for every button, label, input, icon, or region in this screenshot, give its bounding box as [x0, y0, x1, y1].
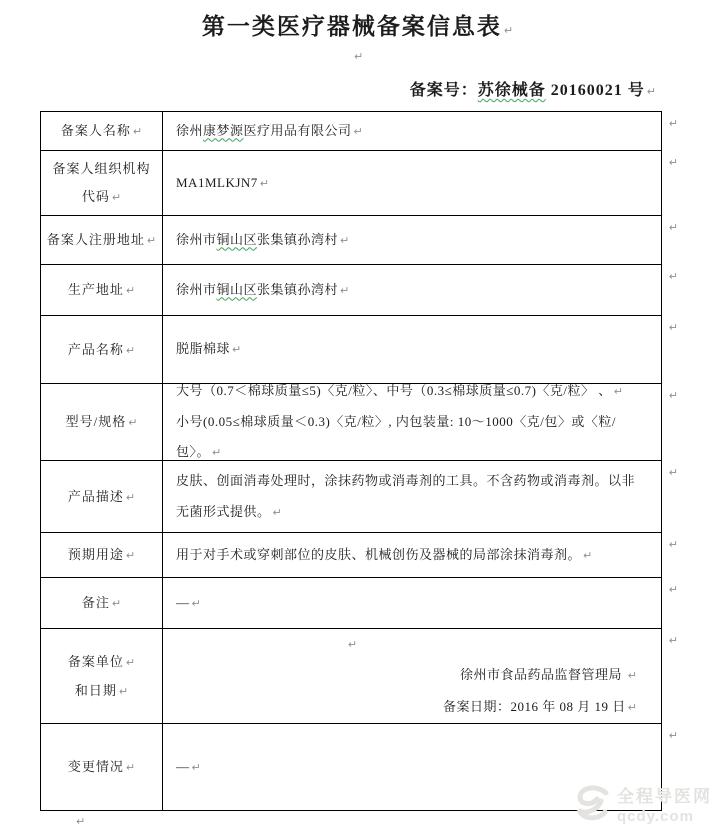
- paragraph-mark-icon: ↵: [76, 815, 86, 828]
- paragraph-mark-icon: ↵: [232, 343, 242, 356]
- paragraph-mark-icon: ↵: [111, 191, 122, 204]
- watermark-site-url: qcdy.com: [617, 807, 694, 825]
- row-value-text: 张集镇孙湾村: [257, 281, 339, 297]
- paragraph-mark-icon: ↵: [146, 234, 157, 247]
- row-label-text: 生产地址: [67, 282, 124, 297]
- row-value: [163, 216, 661, 264]
- row-label: [41, 533, 163, 577]
- row-value-text: 张集镇孙湾村: [257, 231, 339, 247]
- row-value-text: 皮肤、创面消毒处理时，涂抹药物或消毒剂的工具。不含药物或消毒剂。以非无菌形式提供。: [176, 473, 636, 519]
- row-end-mark-icon: ↵: [668, 117, 678, 130]
- row-label: [41, 265, 163, 315]
- table-row-remarks: [41, 577, 678, 628]
- row-value-text: —: [176, 594, 190, 610]
- paragraph-mark-icon: ↵: [125, 284, 136, 297]
- row-value-text: 徐州: [176, 122, 204, 138]
- row-end-mark-icon: ↵: [668, 538, 678, 551]
- paragraph-mark-icon: ↵: [340, 233, 350, 247]
- row-value-text: 用于对手术或穿刺部位的皮肤、机械创伤及器械的局部涂抹消毒剂。: [176, 546, 582, 562]
- row-value-text: 医疗用品有限公司: [243, 122, 352, 138]
- row-value-wavy: 铜山区: [216, 281, 258, 297]
- paragraph-mark-icon: ↵: [347, 637, 358, 651]
- filing-number-wavy: 苏徐械备: [477, 82, 546, 99]
- row-value: [163, 151, 661, 215]
- row-label-text: 预期用途: [67, 547, 124, 562]
- paragraph-mark-icon: ↵: [125, 490, 136, 504]
- table-row-filer-name: [41, 112, 678, 150]
- paragraph-mark-icon: ↵: [191, 760, 201, 774]
- row-label: [41, 629, 163, 723]
- line-break-mark-icon: ↵: [613, 385, 624, 398]
- filing-number-rest: 20160021 号: [545, 82, 645, 99]
- paragraph-mark-icon: ↵: [354, 50, 364, 63]
- row-value: [163, 578, 661, 628]
- table-row-registered-address: [41, 215, 678, 264]
- paragraph-mark-icon: ↵: [125, 761, 136, 774]
- row-value: [163, 533, 661, 577]
- filing-authority-text: 徐州市食品药品监督管理局: [460, 666, 626, 682]
- row-label: [41, 316, 163, 383]
- paragraph-mark-icon: ↵: [111, 597, 122, 610]
- row-label-text: 代码: [81, 189, 110, 204]
- paragraph-mark-icon: ↵: [646, 85, 656, 98]
- row-value-text: 脱脂棉球: [176, 341, 231, 356]
- filing-date-text: 备案日期：2016 年 08 月 19 日: [443, 698, 626, 714]
- row-value-text: 徐州市: [176, 231, 217, 247]
- row-end-mark-icon: ↵: [668, 221, 678, 234]
- row-label-text: 备案人注册地址: [46, 232, 145, 247]
- row-end-mark-icon: ↵: [668, 156, 678, 169]
- table-row-production-address: [41, 264, 678, 315]
- row-end-mark-icon: ↵: [668, 583, 678, 596]
- table-row-filing-authority-date: [41, 628, 678, 723]
- row-label: [41, 112, 163, 150]
- row-value-text: 大号（0.7＜棉球质量≤5)〈克/粒〉、中号（0.3≤棉球质量≤0.7)〈克/粒〉 、: [176, 383, 612, 398]
- table-row-model-spec: [41, 383, 678, 460]
- page-title-text: 第一类医疗器械备案信息表: [201, 14, 502, 39]
- qcdy-logo-icon: [572, 784, 614, 829]
- row-label-text: 备注: [81, 595, 110, 610]
- paragraph-mark-icon: ↵: [503, 24, 514, 37]
- row-label: [41, 724, 163, 810]
- row-value: [163, 461, 661, 532]
- row-end-mark-icon: ↵: [668, 389, 678, 402]
- row-value: [163, 384, 661, 460]
- paragraph-mark-icon: ↵: [627, 700, 637, 714]
- paragraph-mark-icon: ↵: [259, 176, 270, 190]
- row-label-text: 变更情况: [67, 759, 124, 774]
- row-label-text: 备案人名称: [60, 123, 131, 138]
- table-row-product-description: [41, 460, 678, 532]
- row-end-mark-icon: ↵: [668, 466, 678, 479]
- paragraph-mark-icon: ↵: [125, 655, 136, 669]
- row-label-text: 备案人组织机构: [52, 161, 151, 176]
- row-label: [41, 216, 163, 264]
- table-row-org-code: [41, 150, 678, 215]
- paragraph-mark-icon: ↵: [191, 596, 201, 610]
- row-end-mark-icon: ↵: [668, 729, 678, 742]
- filing-number-label: 备案号：: [409, 82, 478, 99]
- row-end-mark-icon: ↵: [668, 634, 678, 647]
- row-value-wavy: 铜山区: [216, 231, 258, 247]
- paragraph-mark-icon: ↵: [132, 125, 143, 138]
- watermark-text: [617, 787, 712, 827]
- row-value-text: 徐州市: [176, 281, 217, 297]
- row-value: [163, 316, 661, 383]
- row-value: [163, 629, 661, 723]
- row-label-text: 产品名称: [67, 341, 124, 357]
- row-value-text: —: [176, 758, 190, 774]
- row-end-mark-icon: ↵: [668, 321, 678, 334]
- paragraph-mark-icon: ↵: [118, 684, 129, 698]
- row-value: [163, 265, 661, 315]
- row-label: [41, 384, 163, 460]
- paragraph-mark-icon: ↵: [627, 668, 637, 682]
- table-row-product-name: [41, 315, 678, 383]
- row-value-wavy: 康梦源: [203, 122, 244, 138]
- qcdy-watermark: [572, 784, 712, 829]
- watermark-site-name: 全程导医网: [617, 786, 712, 806]
- row-label: [41, 151, 163, 215]
- table-row-intended-use: [41, 532, 678, 577]
- paragraph-mark-icon: ↵: [128, 416, 138, 429]
- row-value-text: 小号(0.05≤棉球质量＜0.3)〈克/粒〉, 内包装量: 10～1000〈克/包〉或〈粒/包〉。: [176, 414, 616, 459]
- paragraph-mark-icon: ↵: [125, 343, 136, 357]
- row-label: [41, 578, 163, 628]
- row-label-text: 产品描述: [67, 488, 124, 504]
- row-value: [163, 112, 661, 150]
- filing-number-line: [0, 77, 656, 100]
- paragraph-mark-icon: ↵: [353, 124, 363, 138]
- row-end-mark-icon: ↵: [668, 270, 678, 283]
- paragraph-mark-icon: ↵: [212, 446, 222, 459]
- paragraph-mark-icon: ↵: [272, 506, 282, 519]
- row-label-text: 备案单位: [67, 653, 124, 669]
- paragraph-mark-icon: ↵: [583, 548, 593, 562]
- page-title: [0, 8, 715, 41]
- row-label-text: 和日期: [74, 682, 117, 698]
- paragraph-mark-icon: ↵: [125, 549, 136, 562]
- paragraph-mark-icon: ↵: [340, 283, 350, 297]
- row-value-text: MA1MLKJN7: [176, 174, 258, 190]
- row-label: [41, 461, 163, 532]
- row-label-text: 型号/规格: [65, 414, 127, 429]
